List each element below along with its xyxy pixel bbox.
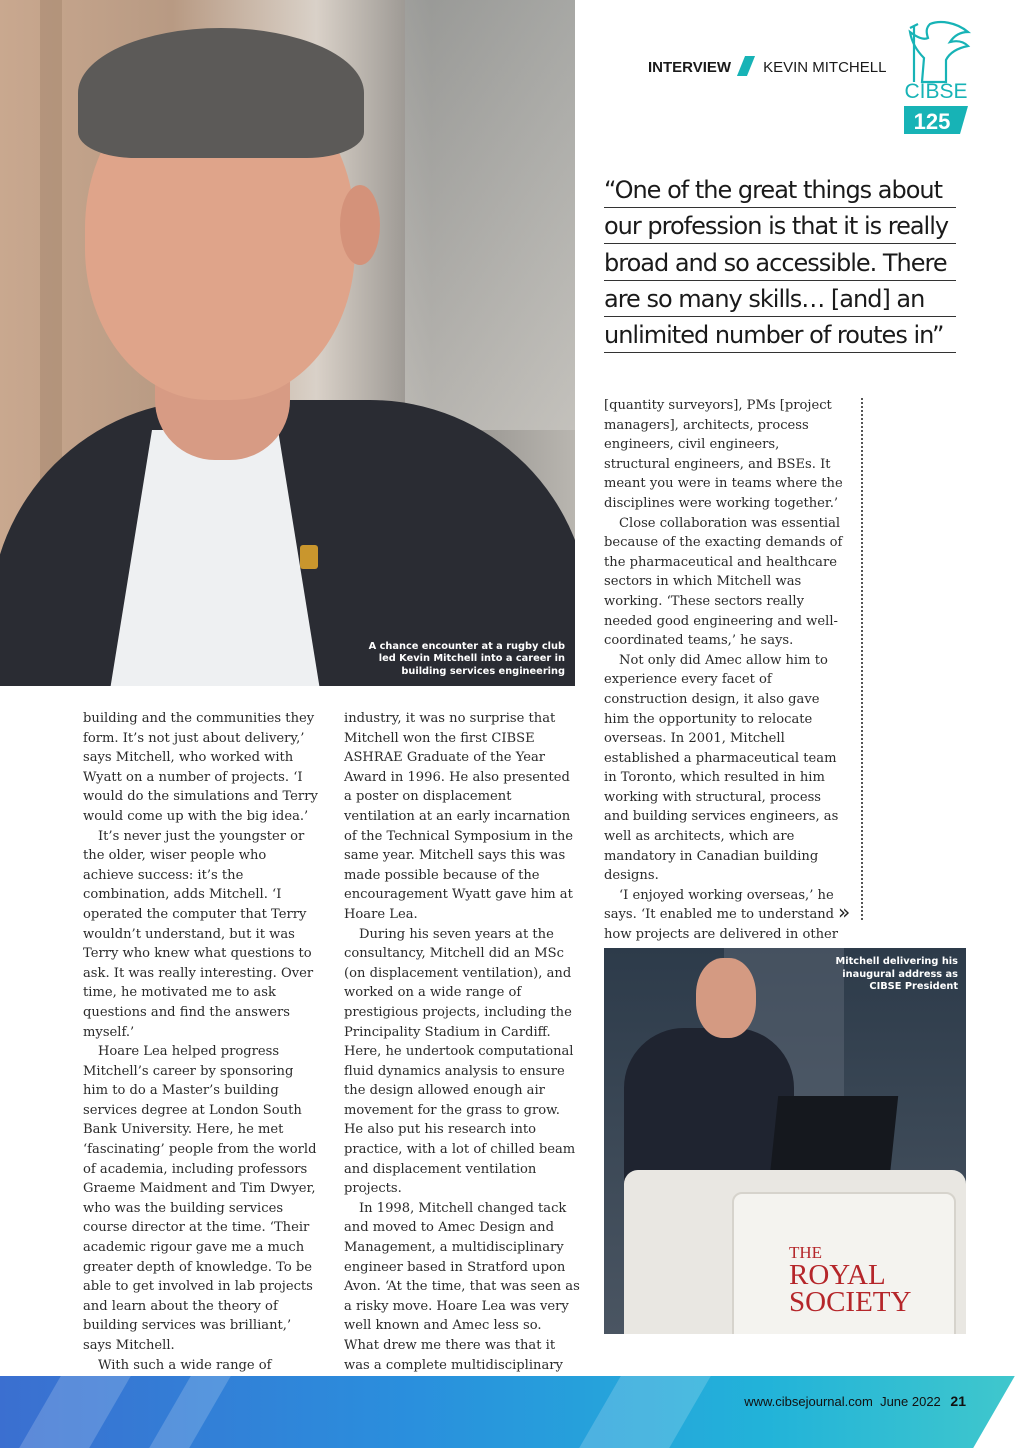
photo-caption: Mitchell delivering his inaugural address as CIBSE President (835, 956, 958, 992)
liver-bird-icon (910, 22, 968, 82)
pull-quote-line: our profession is that it is really (604, 209, 956, 244)
section-header (648, 56, 886, 76)
ear (340, 185, 380, 265)
paragraph: Not only did Amec allow him to experience every facet of construction design, it also gave him the opportunity to relocate overseas. In 2001, Mitchell established a pharmaceutical team in Toronto, which resulted in him working with structural, process and building services engineers, as well as architects, which are mandatory in Canadian building designs. (604, 652, 839, 884)
footer-corner (973, 1376, 1024, 1448)
section-label: INTERVIEW (648, 59, 732, 76)
footer-url: www.cibsejournal.com (744, 1394, 873, 1409)
sign-society: SOCIETY (789, 1286, 912, 1318)
pull-quote-line: are so many skills… [and] an (604, 282, 956, 317)
page-number: 21 (950, 1393, 966, 1409)
column-divider (861, 398, 863, 920)
footer-band (0, 1376, 1024, 1448)
pull-quote-line: “One of the great things about (604, 173, 956, 208)
paragraph: It’s never just the youngster or the older, wiser people who achieve success: it’s the combination, adds Mitchell. ‘I operated the computer that Terry wouldn’t understand, but it was Terry who knew what questions to ask. It was really interesting. Over time, he motivated me to ask questions and find the answers myself.’ (83, 828, 314, 1040)
slash-divider (737, 56, 755, 76)
sign-royal: ROYAL (789, 1259, 886, 1291)
article-column-1 (83, 709, 319, 1395)
speaker-face (696, 958, 756, 1038)
footer-date: June 2022 (880, 1394, 941, 1409)
pull-quote-line: broad and so accessible. There (604, 246, 956, 281)
logo-text: CIBSE (904, 80, 968, 103)
paragraph: industry, it was no surprise that Mitchell won the first CIBSE ASHRAE Graduate of the Year Award in 1996. He also presented a poster on displacement ventilation at an early incarnation of the Technical Symposium in the same year. Mitchell says this was made possible because of the encouragement Wyatt gave him at Hoare Lea. (344, 711, 574, 922)
hero-caption: A chance encounter at a rugby club led Kevin Mitchell into a career in building services engineering (368, 640, 565, 677)
laptop (770, 1096, 898, 1176)
royal-society-sign (789, 1244, 911, 1316)
paragraph: Close collaboration was essential because of the exacting demands of the pharmaceutical and healthcare sectors in which Mitchell was working. ‘These sectors really needed good engineering and well-coordinated teams,’ he says. (604, 515, 843, 649)
hero-photo (0, 0, 575, 686)
lapel-pin (300, 545, 318, 569)
paragraph: [quantity surveyors], PMs [project managers], architects, process engineers, civil engineers, structural engineers, and BSEs. It meant you were in teams where the disciplines were working together.’ (604, 398, 843, 511)
article-column-2 (344, 709, 580, 1395)
paragraph: building and the communities they form. It’s not just about delivery,’ says Mitchell, who worked with Wyatt on a number of projects. ‘I would do the simulations and Terry would come up with the big idea.’ (83, 711, 318, 824)
paragraph: During his seven years at the consultancy, Mitchell did an MSc (on displacement ventilation), and worked on a wide range of prestigious projects, including the Principality Stadium in Cardiff. Here, he undertook computational fluid dynamics analysis to ensure the design allowed enough air movement for the grass to grow. He also put his research into practice, with a lot of chilled beam and displacement ventilation projects. (344, 926, 576, 1197)
paragraph: ‘I enjoyed working overseas,’ he says. ‘It enabled me to understand how projects are delivered in other (604, 887, 839, 943)
subject-label: KEVIN MITCHELL (763, 59, 887, 76)
cibse-logo (900, 18, 972, 136)
paragraph: Hoare Lea helped progress Mitchell’s career by sponsoring him to do a Master’s building services degree at London South Bank University. Here, he met ‘fascinating’ people from the world of academia, including professors Graeme Maidment and Tim Dwyer, who was the building services course director at the time. ‘Their academic rigour gave me a much greater depth of knowledge. To be able to get involved in lab projects and learn about the theory of building services was brilliant,’ says Mitchell. (83, 1044, 317, 1353)
paragraph: With such a wide range of (98, 1357, 272, 1373)
footer-stripe (579, 1376, 711, 1448)
sign-the: THE (789, 1243, 823, 1262)
window-background (405, 0, 575, 430)
hair (78, 28, 364, 158)
paragraph: In 1998, Mitchell changed tack and moved to Amec Design and Management, a multidisciplinary engineer based in Stratford upon Avon. ‘At the time, that was seen as a risky move. Hoare Lea was very well known and Amec less so. What drew me there was that it was a complete multidisciplinary (344, 1200, 580, 1373)
pull-quote (604, 173, 956, 354)
logo-number: 125 (913, 109, 951, 134)
footer-stripe (149, 1376, 231, 1448)
pull-quote-line: unlimited number of routes in” (604, 318, 956, 353)
continue-arrow-icon: » (838, 900, 851, 924)
president-address-photo (604, 948, 966, 1334)
footer-stripe (19, 1376, 131, 1448)
footer-info (744, 1393, 966, 1409)
article-column-3 (604, 396, 844, 945)
